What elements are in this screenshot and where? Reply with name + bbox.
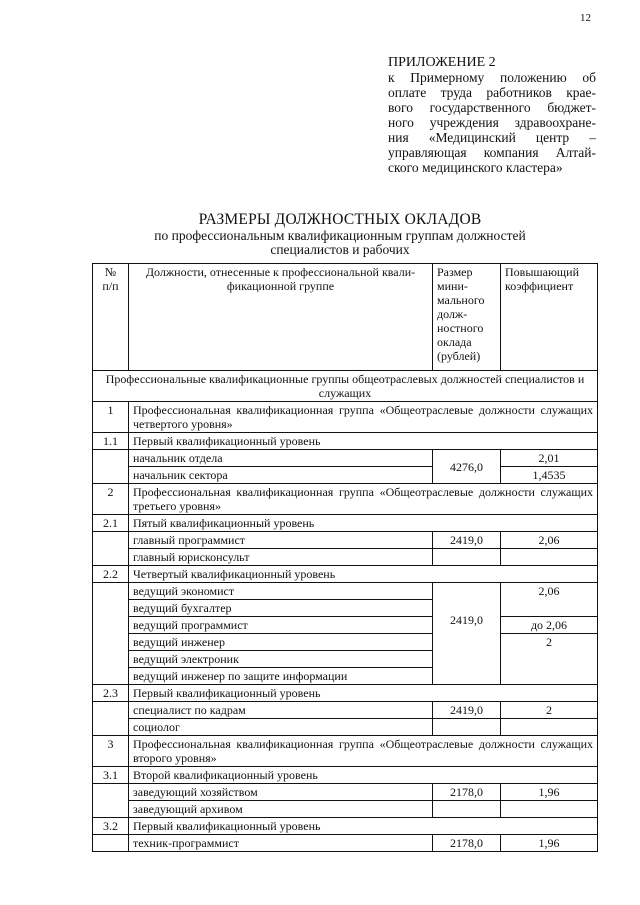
level-row [93,515,598,532]
level-title: Пятый квалификационный уровень [129,515,598,532]
level-title: Первый квалификационный уровень [129,433,598,450]
coefficient-value: 1,96 [501,784,598,801]
position-name: главный юрисконсульт [129,549,433,566]
empty-cell [93,450,129,484]
level-title: Второй квалификационный уровень [129,767,598,784]
salary-value: 2419,0 [433,702,501,719]
salary-value: 2419,0 [433,583,501,685]
document-subtitle: по профессиональным квалификационным группам должностей [154,228,526,243]
appendix-line: ского медицинского кластера» [388,160,563,175]
document-subtitle: специалистов и рабочих [270,242,410,257]
table-row [93,784,598,801]
appendix-line: к Примерному положению об [388,70,596,85]
empty-cell [501,719,598,736]
table-row [93,583,598,600]
position-name: ведущий инженер [129,634,433,651]
table-row [93,634,598,651]
table-row [93,835,598,852]
group-title: Профессиональная квалификационная группа «Общеотраслевые должности служащих второго уровня» [129,736,598,767]
table-row [93,617,598,634]
level-num: 2.1 [93,515,129,532]
salary-table [92,263,598,852]
level-num: 3.2 [93,818,129,835]
group-row [93,402,598,433]
salary-value: 2419,0 [433,532,501,549]
coefficient-value: до 2,06 [501,617,598,634]
salary-value: 2178,0 [433,784,501,801]
table-header-row [93,264,598,371]
appendix-block [388,55,596,175]
position-name: ведущий инженер по защите информации [129,668,433,685]
appendix-line: ния «Медицинский центр – [388,130,596,145]
position-name: заведующий архивом [129,801,433,818]
table-row [93,549,598,566]
appendix-line: ного учреждения здравоохране- [388,115,596,130]
level-num: 2.2 [93,566,129,583]
empty-cell [433,549,501,566]
table-row [93,702,598,719]
salary-value: 2178,0 [433,835,501,852]
empty-cell [501,801,598,818]
empty-cell [433,801,501,818]
table-row [93,467,598,484]
level-title: Первый квалификационный уровень [129,818,598,835]
level-title: Первый квалификационный уровень [129,685,598,702]
appendix-line: вого государственного бюджет- [388,100,596,115]
level-row [93,767,598,784]
position-name: ведущий электроник [129,651,433,668]
section-row [93,371,598,402]
group-title: Профессиональная квалификационная группа «Общеотраслевые должности служащих третьего уровня» [129,484,598,515]
empty-cell [93,784,129,818]
table-row [93,719,598,736]
group-num: 3 [93,736,129,767]
position-name: ведущий экономист [129,583,433,600]
position-name: ведущий бухгалтер [129,600,433,617]
group-num: 1 [93,402,129,433]
document-heading [90,211,590,257]
level-title: Четвертый квалификационный уровень [129,566,598,583]
empty-cell [93,532,129,566]
coefficient-value: 2 [501,702,598,719]
level-row [93,818,598,835]
table-row [93,450,598,467]
table-row [93,532,598,549]
appendix-line: оплате труда работников крае- [388,85,596,100]
appendix-title: ПРИЛОЖЕНИЕ 2 [388,55,496,70]
empty-cell [433,719,501,736]
position-name: социолог [129,719,433,736]
empty-cell [501,549,598,566]
position-name: начальник отдела [129,450,433,467]
position-name: техник-программист [129,835,433,852]
coefficient-value: 2,06 [501,583,598,617]
coefficient-value: 2,06 [501,532,598,549]
salary-value: 4276,0 [433,450,501,484]
group-title: Профессиональная квалификационная группа «Общеотраслевые должности служащих четвертого уровня» [129,402,598,433]
group-row [93,736,598,767]
header-position: Должности, отнесенные к профессиональной квали- фикационной группе [129,264,433,371]
header-salary: Размер мини- мального долж- ностного оклада (рублей) [433,264,501,371]
header-num: № п/п [93,264,129,371]
coefficient-value: 2,01 [501,450,598,467]
empty-cell [93,702,129,736]
table-row [93,801,598,818]
coefficient-value: 2 [501,634,598,685]
position-name: ведущий программист [129,617,433,634]
header-coefficient: Повышающий коэффициент [501,264,598,371]
appendix-line: управляющая компания Алтай- [388,145,596,160]
position-name: главный программист [129,532,433,549]
empty-cell [93,835,129,852]
coefficient-value: 1,96 [501,835,598,852]
empty-cell [93,583,129,685]
position-name: начальник сектора [129,467,433,484]
page-number: 12 [580,12,591,24]
section-title: Профессиональные квалификационные группы общеотраслевых должностей специалистов и служащих [93,371,598,402]
group-num: 2 [93,484,129,515]
document-title: РАЗМЕРЫ ДОЛЖНОСТНЫХ ОКЛАДОВ [198,211,482,228]
level-num: 1.1 [93,433,129,450]
level-num: 2.3 [93,685,129,702]
group-row [93,484,598,515]
level-row [93,433,598,450]
coefficient-value: 1,4535 [501,467,598,484]
position-name: заведующий хозяйством [129,784,433,801]
level-num: 3.1 [93,767,129,784]
level-row [93,566,598,583]
level-row [93,685,598,702]
position-name: специалист по кадрам [129,702,433,719]
